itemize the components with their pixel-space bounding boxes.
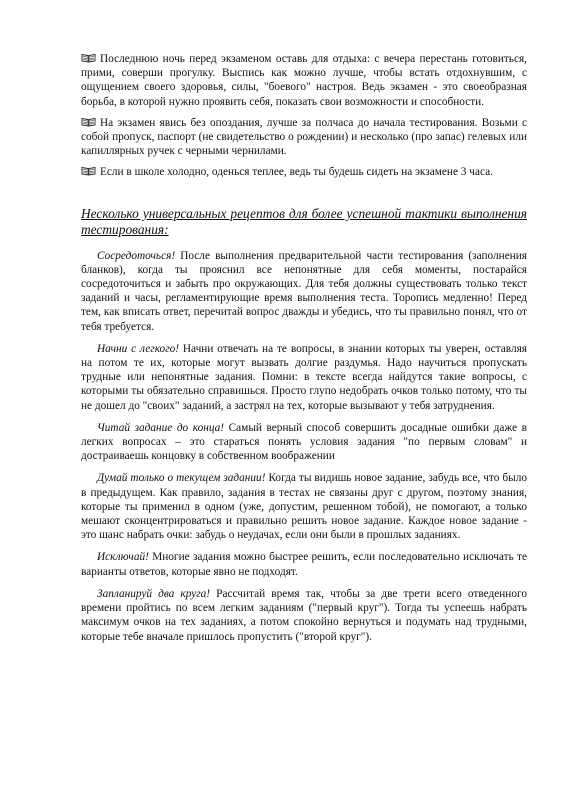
tip-paragraph	[81, 52, 527, 109]
recipe-text: Самый верный способ совершить досадные ошибки даже в легких вопросах – это стараться понять условия задания "по первым словам" и достраиваешь концовку в собственном воображении	[81, 421, 527, 463]
recipe-text: Рассчитай время так, чтобы за две трети всего отведенного времени пройтись по всем легким заданиям ("первый круг"). Тогда ты успеешь набрать максимум очков на тех заданиях, а потом спокойно вернуться и подумать над трудными, которые тебе вначале пришлось пропустить ("второй круг").	[81, 587, 527, 643]
book-icon	[81, 166, 96, 176]
recipe-lead: Исключай!	[97, 551, 149, 564]
tip-text: На экзамен явись без опоздания, лучше за полчаса до начала тестирования. Возьми с собой пропуск, паспорт (не свидетельство о рождении) и несколько (про запас) гелевых или капиллярных ручек с черными чернилами.	[81, 116, 527, 158]
book-icon	[81, 53, 96, 63]
recipe-text: После выполнения предварительной части тестирования (заполнения бланков), когда ты прояснил все непонятные для себя моменты, постарайся сосредоточиться и забыть про окружающих. Для тебя должны существовать только текст заданий и часы, регламентирующие время выполнения теста. Торопись медленно! Перед тем, как вписать ответ, перечитай вопрос дважды и убедись, что ты правильно понял, что от тебя требуется.	[81, 249, 527, 333]
recipe-lead: Сосредоточься!	[97, 249, 176, 262]
recipe-text: Начни отвечать на те вопросы, в знании которых ты уверен, оставляя на потом те их, которые могут вызвать долгие раздумья. Надо научиться пропускать трудные или непонятные задания. Помни: в тексте всегда найдутся такие вопросы, с которыми ты обязательно справишься. Просто глупо недобрать очков только потому, что ты не дошел до "своих" заданий, а застрял на тех, которые вызывают у тебя затруднения.	[81, 342, 527, 412]
recipe-text: Многие задания можно быстрее решить, если последовательно исключать те варианты ответов, которые явно не подходят.	[81, 551, 527, 578]
recipe-lead: Начни с легкого!	[97, 342, 180, 355]
recipe-paragraph	[81, 550, 527, 578]
recipe-lead: Думай только о текущем задании!	[97, 472, 266, 485]
recipe-lead: Читай задание до конца!	[97, 421, 225, 434]
recipe-lead: Запланируй два круга!	[97, 587, 211, 600]
book-icon	[81, 117, 96, 127]
document-page	[81, 52, 527, 652]
recipe-text: Когда ты видишь новое задание, забудь все, что было в предыдущем. Как правило, задания в тестах не связаны друг с другом, поэтому знания, которые ты применил в одном (уже, допустим, решенном тобой), не помогают, а только мешают сконцентрироваться и правильно решить новое задание. Каждое новое задание - это шанс набрать очки: забудь о неудачах, если они были в прошлых заданиях.	[81, 472, 527, 542]
tip-paragraph	[81, 116, 527, 159]
tip-paragraph	[81, 165, 527, 179]
recipe-paragraph	[81, 342, 527, 413]
recipe-paragraph	[81, 249, 527, 334]
tip-text: Последнюю ночь перед экзаменом оставь для отдыха: с вечера перестань готовиться, прими, соверши прогулку. Выспись как можно лучше, чтобы встать отдохнувшим, с ощущением своего здоровья, силы, "боевого" настроя. Ведь экзамен - это своеобразная борьба, в которой нужно проявить себя, показать свои возможности и способности.	[81, 53, 527, 108]
recipe-paragraph	[81, 421, 527, 464]
section-heading: Несколько универсальных рецептов для более успешной тактики выполнения тестирования:	[81, 205, 527, 238]
tip-text: Если в школе холодно, оденься теплее, ведь ты будешь сидеть на экзамене 3 часа.	[100, 166, 493, 179]
recipe-paragraph	[81, 471, 527, 542]
recipe-paragraph	[81, 587, 527, 644]
